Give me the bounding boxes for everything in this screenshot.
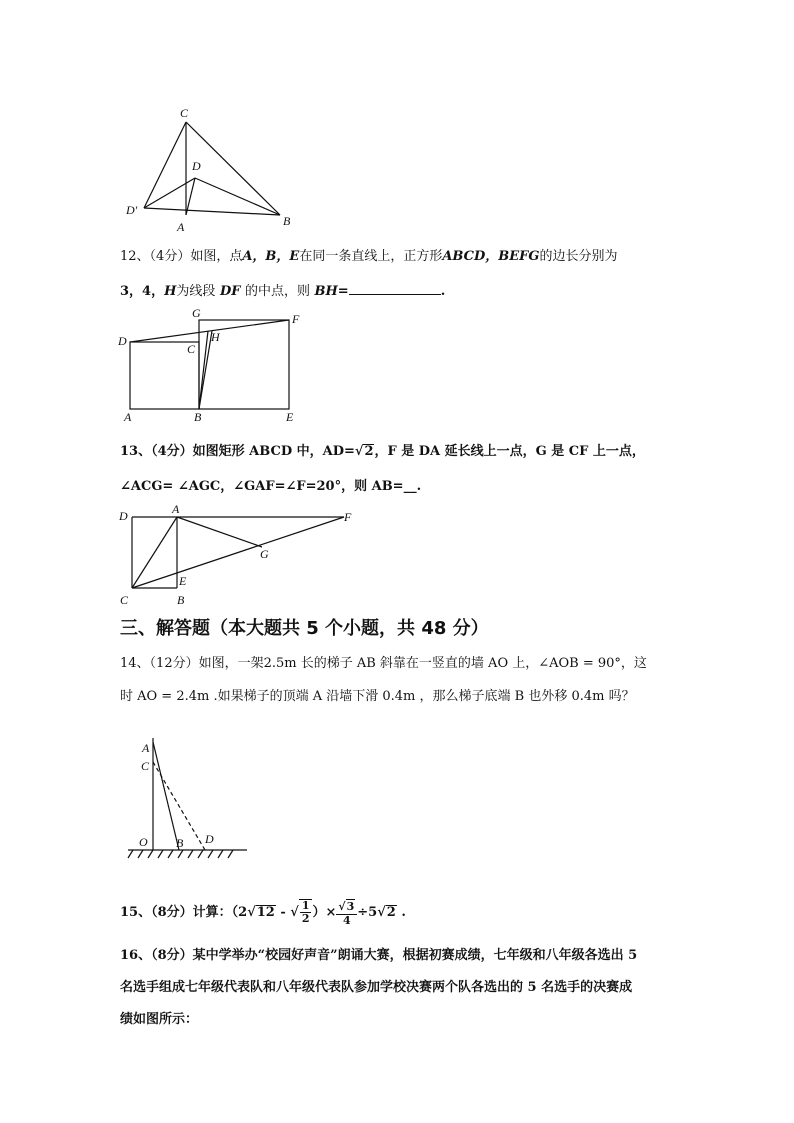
q12-text2: 的边长分别为 — [539, 249, 618, 264]
figure-q13 — [112, 502, 362, 607]
label-B: B — [176, 836, 184, 850]
figure-q12 — [112, 305, 312, 427]
q13-sqrt2: 2 — [364, 444, 374, 459]
q16-line1: 16、（8分）某中学举办“校园好声音”朗诵大赛，根据初赛成绩，七年级和八年级各选出 5 — [120, 948, 638, 963]
q16-line2: 名选手组成七年级代表队和八年级代表队参加学校决赛两个队各选出的 5 名选手的决赛成 — [120, 980, 633, 995]
q13-line2 — [120, 477, 421, 497]
ground-hatching — [128, 850, 233, 858]
label-D: D — [205, 832, 214, 846]
answer-blank — [349, 280, 441, 295]
label-C: C — [180, 106, 189, 120]
q12-prefix: 12、（4分）如图，点 — [120, 249, 243, 264]
q12-text: 在同一条直线上，正方形 — [299, 249, 443, 264]
q12-H: H — [164, 284, 177, 299]
label-B: B — [177, 593, 185, 607]
figure-q11 — [120, 100, 310, 235]
label-D: D — [118, 334, 127, 348]
label-E: E — [179, 574, 187, 588]
q12-text4: 的中点，则 — [244, 284, 310, 299]
q13-text: 13、（4分）如图矩形 ABCD 中，AD= — [120, 444, 355, 459]
q13-text2: ，F 是 DA 延长线上一点，G 是 CF 上一点， — [374, 444, 645, 459]
q14-line2: 时 AO = 2.4m .如果梯子的顶端 A 沿墙下滑 0.4m ，那么梯子底端 B 也外移 0.4m 吗？ — [120, 689, 635, 704]
q15-sqrt12: 12 — [256, 905, 275, 920]
q12-points: A，B，E — [242, 249, 300, 264]
label-C: C — [120, 593, 129, 607]
q12-text3: 为线段 — [176, 284, 216, 299]
q14-line1: 14、（12分）如图，一架2.5m 长的梯子 AB 斜靠在一竖直的墙 AO 上，∠AOB = 90°，这 — [120, 656, 647, 671]
label-A: A — [142, 741, 150, 755]
label-O: O — [139, 835, 148, 849]
q12-line2 — [120, 280, 445, 302]
figure-q14 — [125, 730, 255, 865]
q15-line: 15、（8分）计算：（2√12 - √ $\frac{1}{2}$ ）× $\frac{√3}{4}$ ÷5√2 . — [120, 899, 406, 927]
q15-prefix: 15、（8分）计算：（2 — [120, 905, 248, 920]
label-B: B — [283, 214, 291, 228]
q15-sqrt2: 2 — [386, 905, 396, 920]
q15-sqrt3-over-4: $\frac{√3}{4}$ — [336, 899, 357, 927]
label-H: H — [211, 330, 220, 344]
q12-BH: BH= — [314, 284, 349, 299]
label-Dprime: D′ — [126, 203, 138, 217]
q15-half: $\frac{1}{2}$ — [301, 899, 310, 925]
label-F: F — [292, 312, 300, 326]
q15-end: . — [396, 905, 406, 920]
label-A: A — [124, 410, 132, 424]
label-B: B — [194, 410, 202, 424]
label-G: G — [260, 547, 269, 561]
label-D: D — [192, 159, 201, 173]
label-F: F — [344, 510, 352, 524]
label-A: A — [177, 220, 185, 234]
q12-values: 3，4， — [120, 284, 165, 299]
q15-div5: ÷5 — [357, 905, 378, 920]
label-C: C — [187, 342, 196, 356]
q12-line1 — [120, 247, 618, 267]
label-D: D — [119, 509, 128, 523]
label-A: A — [172, 502, 180, 516]
label-C: C — [141, 759, 150, 773]
section-title: 三、解答题（本大题共 5 个小题，共 48 分） — [120, 618, 489, 639]
q15-times: ）× — [312, 905, 337, 920]
label-G: G — [192, 306, 201, 320]
q12-end: . — [440, 284, 446, 299]
q16-line3: 绩如图所示： — [120, 1012, 199, 1027]
q12-squares: ABCD，BEFG — [442, 249, 540, 264]
q13-angles: ∠ACG= ∠AGC，∠GAF=∠F=20°，则 AB=__. — [120, 479, 422, 494]
q12-DF: DF — [219, 284, 241, 299]
q13-line1: 13、（4分）如图矩形 ABCD 中，AD=√2，F 是 DA 延长线上一点，G 是 CF 上一点， — [120, 444, 645, 459]
q15-minus: - — [275, 905, 291, 920]
label-E: E — [286, 410, 294, 424]
